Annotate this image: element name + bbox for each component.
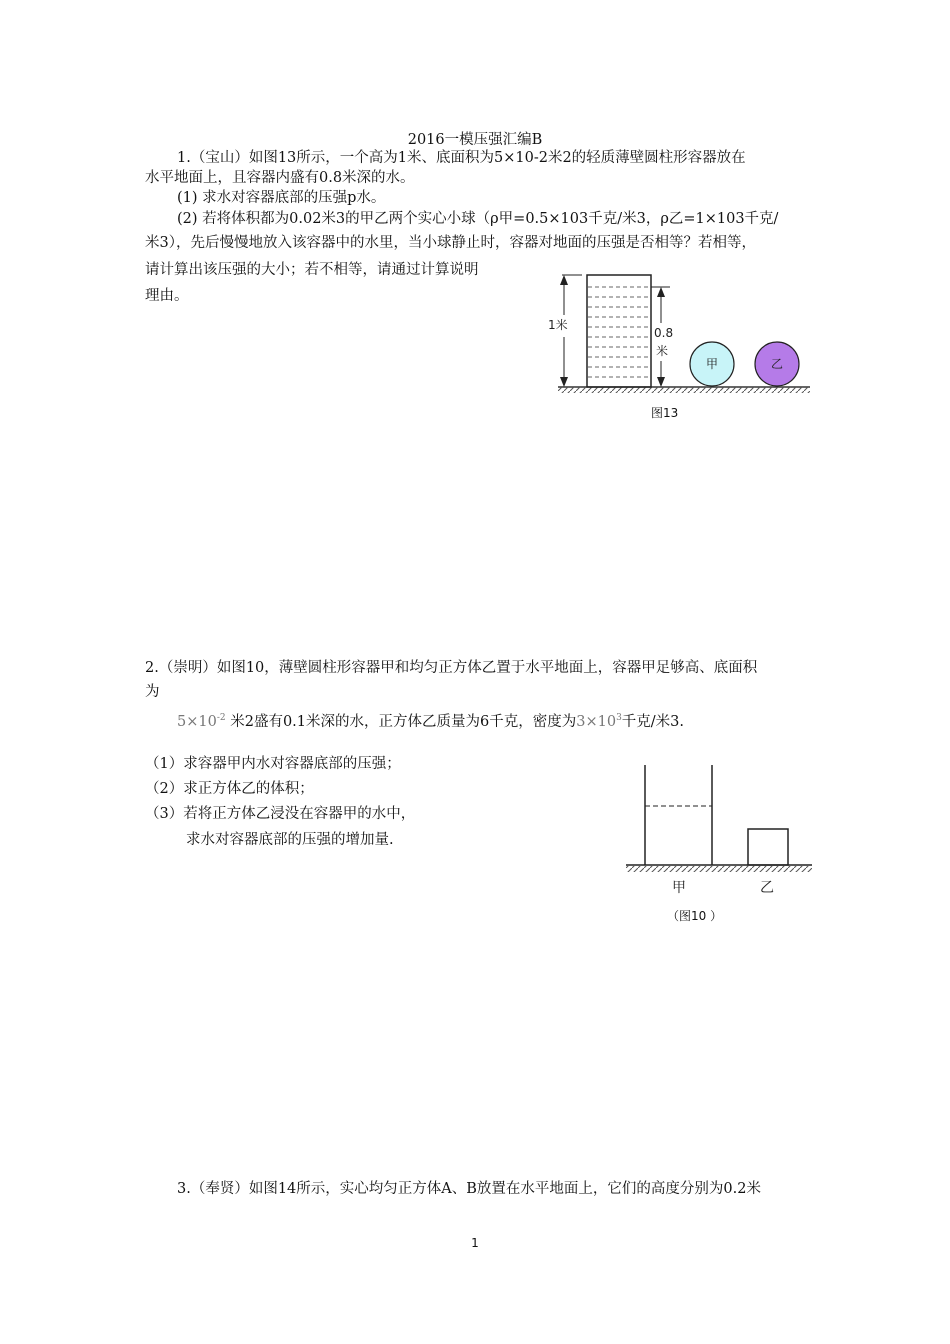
q2-part1: （1）求容器甲内水对容器底部的压强； [145, 756, 401, 772]
q1-part2-line4: 理由。 [145, 288, 189, 304]
ground-hatch-2 [626, 866, 812, 872]
q2-line1: 2.（崇明）如图10，薄壁圆柱形容器甲和均匀正方体乙置于水平地面上，容器甲足够高、底面积 [145, 660, 758, 676]
q2-line3-end: 千克/米3. [621, 713, 685, 730]
q1-part2-line1: (2) 若将体积都为0.02米3的甲乙两个实心小球（ρ甲=0.5×103千克/米3，ρ乙=1×103千克/ [177, 211, 779, 227]
page-number: 1 [471, 1236, 479, 1250]
q2-line3 [177, 708, 684, 732]
q1-line2: 水平地面上，且容器内盛有0.8米深的水。 [145, 170, 415, 186]
q2-part3-line2: 求水对容器底部的压强的增加量. [186, 832, 394, 848]
figure-10-caption: （图10 ） [667, 909, 723, 923]
depth-label-bottom: 米 [656, 344, 669, 358]
figure-13-caption: 图13 [651, 406, 679, 420]
figure-13 [540, 265, 815, 425]
formula-5x10: 5×10 [177, 713, 217, 730]
q3-line1: 3.（奉贤）如图14所示，实心均匀正方体A、B放置在水平地面上，它们的高度分别为0.2米 [177, 1181, 761, 1197]
formula-3x10: 3×10 [576, 713, 617, 730]
cube-yi-label: 乙 [760, 880, 774, 896]
figure-10 [620, 760, 820, 900]
formula-5x10-exponent: -2 [216, 713, 226, 723]
formula-3x10-exponent: 3 [616, 713, 622, 723]
q2-line2: 为 [145, 684, 160, 700]
q1-part2-line3: 请计算出该压强的大小；若不相等，请通过计算说明 [145, 262, 479, 278]
cube-yi [748, 829, 788, 865]
q2-part2: （2）求正方体乙的体积； [145, 781, 314, 797]
ball-jia-label: 甲 [706, 357, 719, 371]
container-jia-label: 甲 [672, 880, 686, 896]
q1-part1: (1) 求水对容器底部的压强p水。 [177, 190, 386, 206]
q2-line3-text: 米2盛有0.1米深的水，正方体乙质量为6千克，密度为 [230, 713, 577, 730]
ball-yi-label: 乙 [771, 357, 784, 371]
water [588, 287, 650, 377]
q1-part2-line2: 米3），先后慢慢地放入该容器中的水里，当小球静止时，容器对地面的压强是否相等？若相等， [145, 235, 756, 251]
height-label: 1米 [548, 318, 568, 332]
q2-part3-line1: （3）若将正方体乙浸没在容器甲的水中， [145, 806, 416, 822]
ground-hatch [558, 387, 810, 393]
depth-label-top: 0.8 [654, 326, 674, 340]
q1-line1: 1.（宝山）如图13所示，一个高为1米、底面积为5×10-2米2的轻质薄壁圆柱形容器放在 [177, 150, 746, 166]
container [587, 275, 651, 387]
page-title: 2016一模压强汇编B [407, 132, 543, 148]
